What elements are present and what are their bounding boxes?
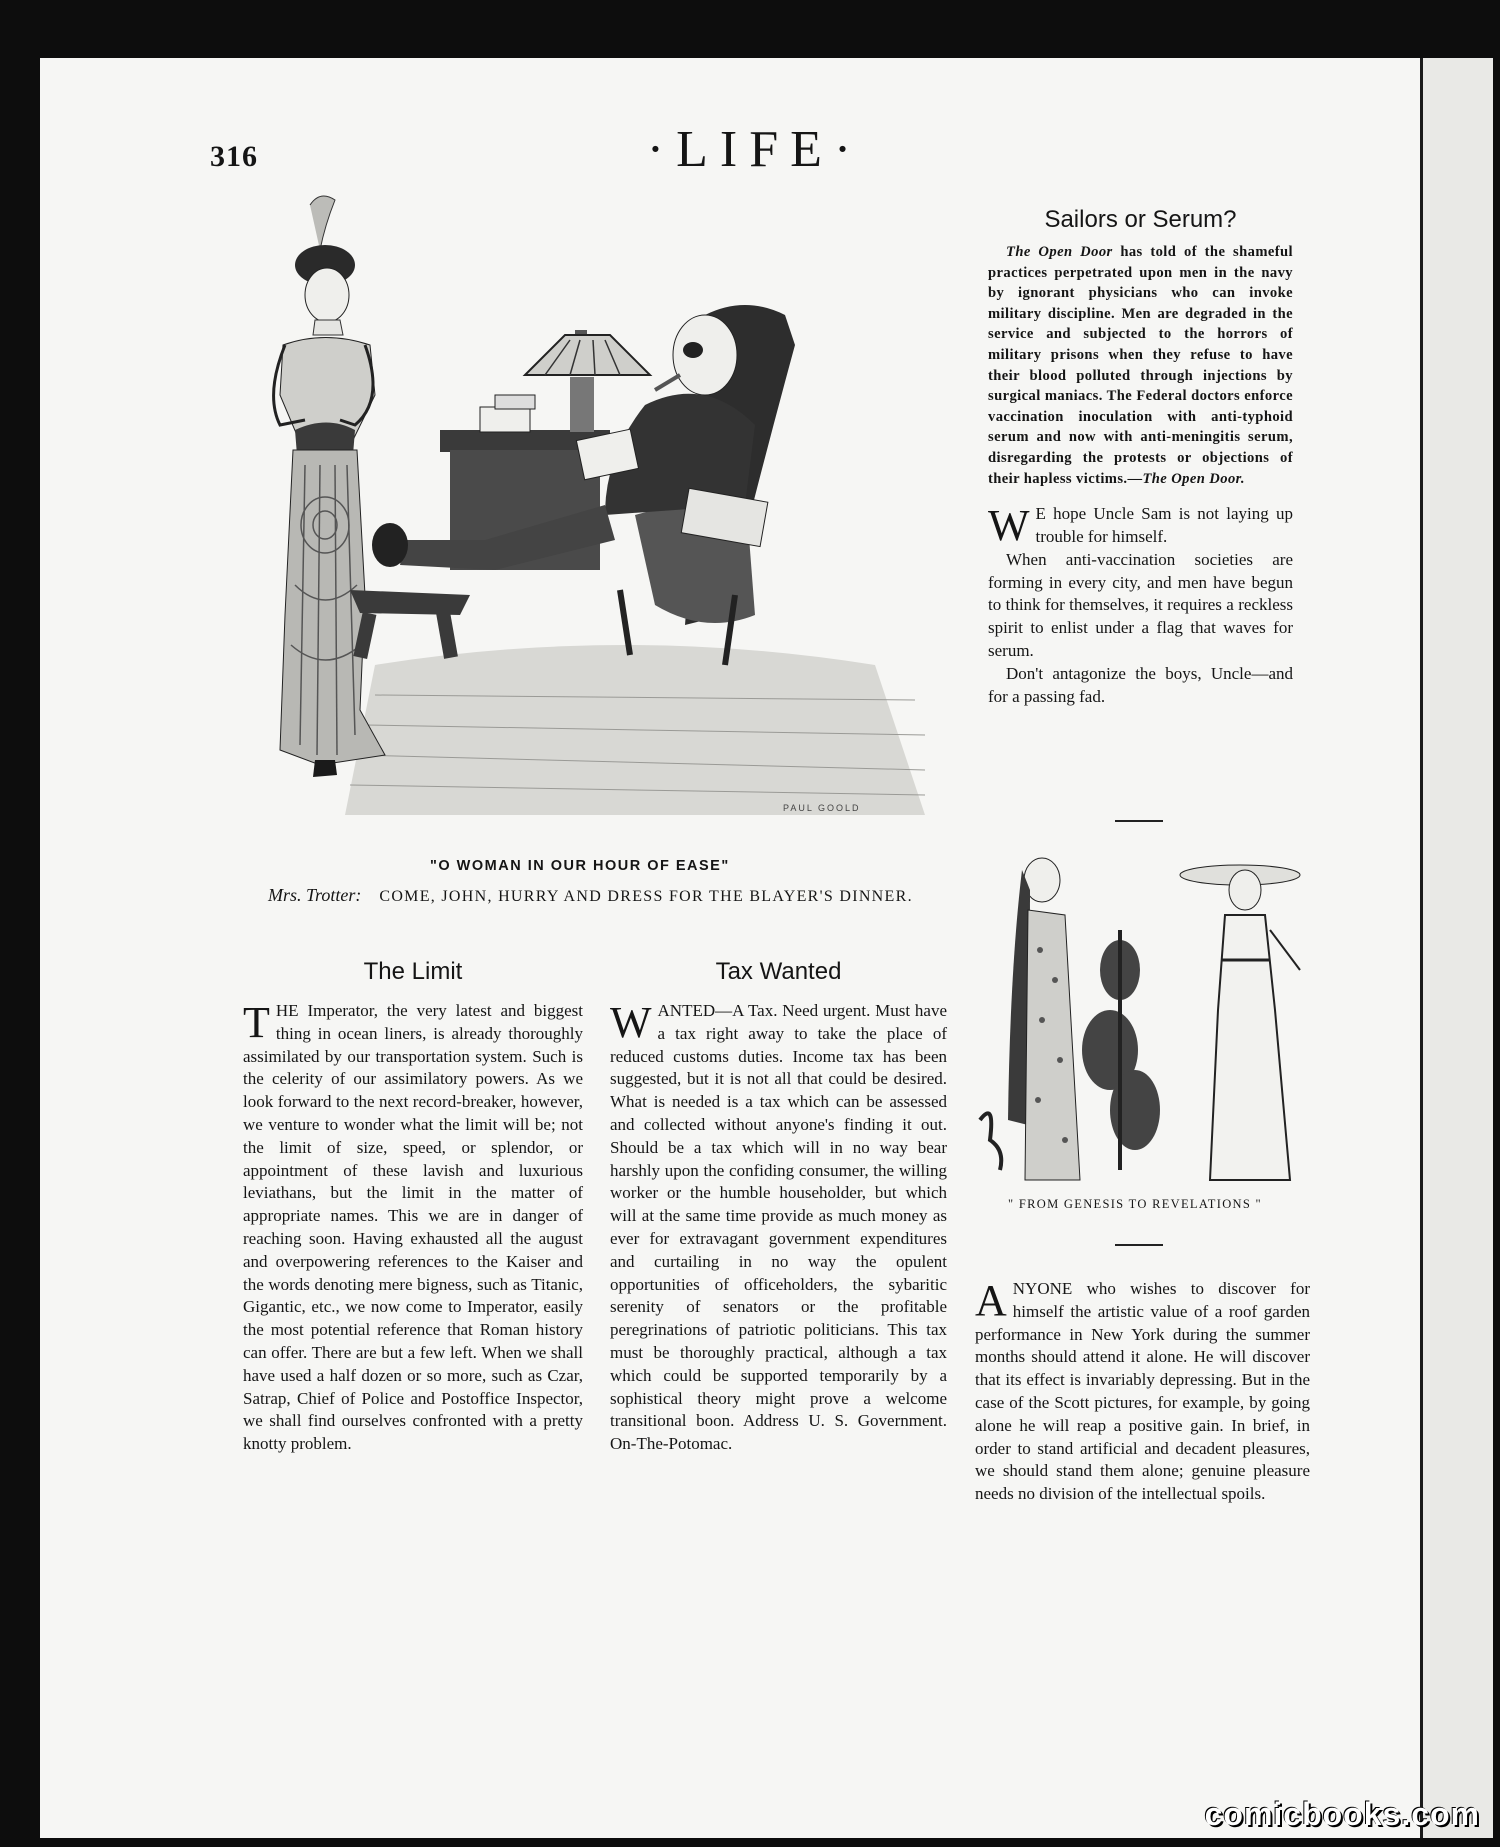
- tax-drop-cap: W: [610, 998, 652, 1047]
- tree-bush: [1082, 930, 1160, 1170]
- facing-page-edge: [1420, 58, 1493, 1838]
- table-lamp: [525, 330, 650, 432]
- sailors-drop-cap: W: [988, 501, 1030, 551]
- illustration-caption-dialogue: [268, 885, 913, 906]
- tax-title: Tax Wanted: [715, 958, 842, 985]
- sailors-commentary: [988, 503, 1293, 708]
- caption-quote: COME, JOHN, HURRY AND DRESS FOR THE BLAYER'S DINNER.: [379, 888, 913, 905]
- sailors-para-2: When anti-vaccination societies are forming in every city, and men have begun to think for themselves, it requires a reckless spirit to enlist under a flag that waves for serum.: [988, 549, 1293, 660]
- limit-drop-cap: T: [243, 998, 270, 1047]
- anyone-text: NYONE who wishes to discover for himself the artistic value of a roof garden performance in New York during the summer months should attend it alone. He will discover that its effect is invariably depressing. But in the case of the Scott pictures, for example, by going alone he will reap a positive gain. In brief, in order to stand artificial and decadent pleasures, we should stand them alone; genuine pleasure needs no division of the intellectual spoils.: [975, 1279, 1310, 1504]
- artist-signature: PAUL GOOLD: [783, 803, 861, 813]
- page-number: 316: [210, 140, 258, 173]
- sailors-quote-source: The Open Door: [1006, 244, 1113, 260]
- sailors-quote-body: has told of the shameful practices perpetrated upon men in the navy by ignorant physicians who can invoke military discipline. Men are degraded in the service and subjected to the horrors of military prisons when they refuse to have their blood polluted through injections by surgical maniacs. The Federal doctors enforce vaccination inoculation with anti-typhoid serum and now with anti-meningitis serum, disregarding the protests or objections of their hapless victims.—: [988, 244, 1294, 487]
- sailors-title: Sailors or Serum?: [1044, 206, 1237, 233]
- eve-figure: [980, 858, 1080, 1180]
- anyone-drop-cap: A: [975, 1276, 1007, 1325]
- section-divider: [1115, 820, 1163, 822]
- illustration-woman-and-man-reading: [225, 195, 1005, 830]
- limit-column: [243, 958, 583, 1456]
- woman-figure: [274, 196, 385, 777]
- footstool: [350, 590, 470, 659]
- limit-text: HE Imperator, the very latest and biggest thing in ocean liners, is already thoroughly assimilated by our transportation system. Such is the celerity of our assimilatory powers. As we look forward to the next record-breaker, however, we venture to wonder what the limit will be; not the limit of size, speed, or splendor, or appointment of these lavish and luxurious leviathans, but the limit in the matter of appropriate names. This we are in danger of reaching soon. Having exhausted all the august and overpowering references to the Kaiser and the words denoting mere bigness, such as Titanic, Gigantic, etc., we now come to Imperator, easily the most potential reference that Roman history can offer. There are but a few left. When we shall have used a half dozen or so more, such as Czar, Satrap, Chief of Police and Postoffice Inspector, we shall find ourselves confronted with a pretty knotty problem.: [243, 1001, 583, 1454]
- limit-body: [243, 1000, 583, 1456]
- genesis-caption: " FROM GENESIS TO REVELATIONS ": [1008, 1197, 1262, 1211]
- sailors-para-1: E hope Uncle Sam is not laying up trouble for himself.: [1035, 504, 1293, 546]
- roof-garden-column: [975, 1278, 1310, 1506]
- masthead-title: ·LIFE·: [646, 121, 864, 178]
- illustration-caption-title: "O WOMAN IN OUR HOUR OF EASE": [430, 858, 730, 874]
- sailors-para-3: Don't antagonize the boys, Uncle—and for a passing fad.: [988, 663, 1293, 706]
- sailors-quote: [988, 242, 1293, 489]
- site-watermark: comicbooks.com: [1204, 1796, 1480, 1832]
- caption-speaker: Mrs. Trotter:: [268, 885, 362, 905]
- tax-body: [610, 1000, 947, 1456]
- modern-woman-figure: [1180, 865, 1300, 1180]
- sailors-quote-source-end: The Open Door.: [1142, 470, 1245, 487]
- limit-title: The Limit: [363, 958, 463, 985]
- section-divider-2: [1115, 1244, 1163, 1246]
- sailors-column: [988, 206, 1293, 708]
- tax-text: ANTED—A Tax. Need urgent. Must have a tax right away to take the place of reduced customs duties. Income tax has been suggested, but it is not all that could be desired. What is needed is a tax which can be assessed and collected without anyone's finding it out. Should be a tax which will in no way bear harshly upon the confiding consumer, the willing worker or the humble householder, but which will at the same time provide as much money as ever for extravagant government expenditures and curtailing in no way the opulent opportunities of officeholders, the sybaritic serenity of senators or the profitable peregrinations of patriotic politicians. This tax must be thoroughly practical, although a tax which could be supported temporarily by a sophistical theory might prove a welcome transitional boon. Address U. S. Government. On-The-Potomac.: [610, 1001, 947, 1454]
- illustration-eve-and-modern-woman: [970, 850, 1310, 1195]
- tax-column: [610, 958, 947, 1456]
